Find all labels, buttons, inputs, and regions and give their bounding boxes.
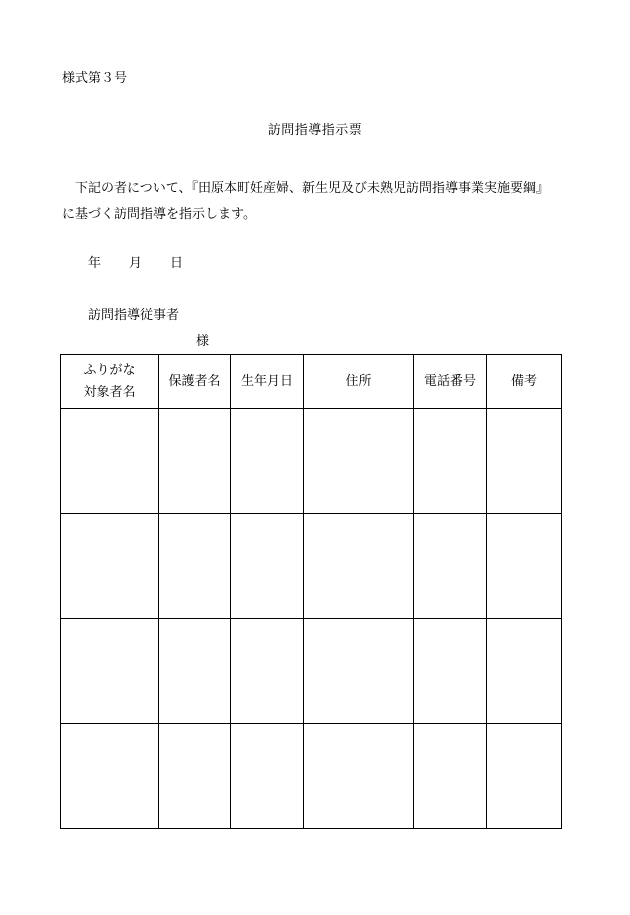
cell-address[interactable] xyxy=(304,724,414,829)
table-row xyxy=(61,619,562,724)
date-day-label: 日 xyxy=(170,256,184,271)
cell-phone[interactable] xyxy=(414,724,487,829)
table-row xyxy=(61,514,562,619)
cell-address[interactable] xyxy=(304,409,414,514)
header-target-name xyxy=(61,355,159,409)
cell-address[interactable] xyxy=(304,514,414,619)
date-month-label: 月 xyxy=(129,256,143,271)
cell-birthdate[interactable] xyxy=(231,409,304,514)
header-furigana: ふりがな xyxy=(83,362,136,378)
document-title: 訪問指導指示票 xyxy=(267,123,363,138)
cell-remarks[interactable] xyxy=(487,724,562,829)
instruction-text-line-2: に基づく訪問指導を指示します。 xyxy=(62,207,256,222)
cell-remarks[interactable] xyxy=(487,514,562,619)
header-address: 住所 xyxy=(304,355,414,409)
cell-target-name[interactable] xyxy=(61,724,159,829)
visit-target-table xyxy=(60,354,562,829)
date-line xyxy=(88,256,183,272)
table-row xyxy=(61,409,562,514)
cell-address[interactable] xyxy=(304,619,414,724)
instruction-text xyxy=(62,176,592,228)
cell-remarks[interactable] xyxy=(487,409,562,514)
cell-guardian[interactable] xyxy=(159,409,231,514)
header-birthdate: 生年月日 xyxy=(231,355,304,409)
cell-phone[interactable] xyxy=(414,409,487,514)
cell-remarks[interactable] xyxy=(487,619,562,724)
header-guardian: 保護者名 xyxy=(159,355,231,409)
cell-birthdate[interactable] xyxy=(231,619,304,724)
cell-target-name[interactable] xyxy=(61,409,159,514)
cell-target-name[interactable] xyxy=(61,514,159,619)
cell-birthdate[interactable] xyxy=(231,514,304,619)
cell-phone[interactable] xyxy=(414,514,487,619)
cell-target-name[interactable] xyxy=(61,619,159,724)
cell-guardian[interactable] xyxy=(159,514,231,619)
table-header-row xyxy=(61,355,562,409)
instruction-text-line-1: 下記の者について、『田原本町妊産婦、新生児及び未熟児訪問指導事業実施要綱』 xyxy=(75,181,549,196)
cell-guardian[interactable] xyxy=(159,724,231,829)
header-remarks: 備考 xyxy=(487,355,562,409)
header-name: 対象者名 xyxy=(83,384,136,400)
recipient-honorific: 様 xyxy=(196,334,210,349)
table-row xyxy=(61,724,562,829)
recipient-label: 訪問指導従事者 xyxy=(88,308,180,323)
date-year-label: 年 xyxy=(88,256,102,271)
cell-birthdate[interactable] xyxy=(231,724,304,829)
cell-phone[interactable] xyxy=(414,619,487,724)
cell-guardian[interactable] xyxy=(159,619,231,724)
header-phone: 電話番号 xyxy=(414,355,487,409)
form-number: 様式第３号 xyxy=(62,71,128,86)
